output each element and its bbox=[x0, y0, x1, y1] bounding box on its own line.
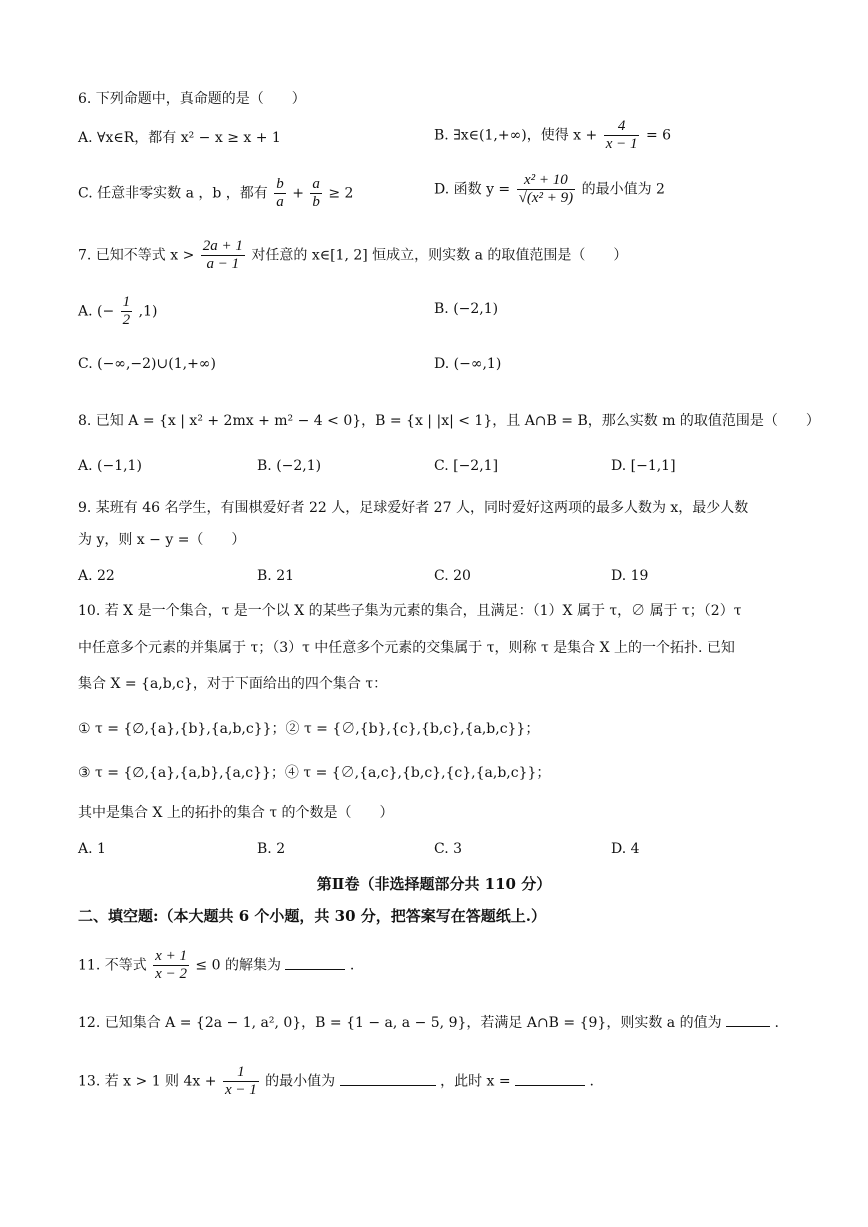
q6-option-c-frac2-den: b bbox=[312, 194, 320, 210]
q6-option-c-frac2-num: a bbox=[312, 176, 320, 192]
q7-option-a-fraction bbox=[121, 294, 133, 329]
q8-option-a: A. (−1,1) bbox=[78, 458, 142, 474]
q8-option-d: D. [−1,1] bbox=[611, 458, 676, 474]
q13-fraction bbox=[223, 1064, 259, 1099]
q11-num: x + 1 bbox=[155, 948, 187, 964]
q9-stem-line2: 为 y，则 x − y =（ ） bbox=[78, 532, 246, 548]
q10-stem-line3: 集合 X = {a,b,c}，对于下面给出的四个集合 τ： bbox=[78, 676, 388, 692]
q6-option-c-frac1-den: a bbox=[276, 194, 284, 210]
q11-end: . bbox=[349, 957, 355, 974]
q7-stem-den: a − 1 bbox=[206, 256, 240, 272]
q6-option-d-post: 的最小值为 2 bbox=[581, 181, 665, 198]
q13-mid: 的最小值为 bbox=[265, 1073, 336, 1090]
q10-stem-line1: 10. 若 X 是一个集合，τ 是一个以 X 的某些子集为元素的集合，且满足：（1）X 属于 τ，∅ 属于 τ；（2）τ bbox=[78, 603, 742, 619]
q8-option-b: B. (−2,1) bbox=[257, 458, 322, 474]
q13-min-value-blank[interactable] bbox=[340, 1071, 436, 1086]
q6-option-d-num: x² + 10 bbox=[517, 172, 576, 190]
q6-option-c-pre: C. 任意非零实数 a ，b ，都有 bbox=[78, 185, 268, 202]
q11-den: x − 2 bbox=[155, 966, 187, 982]
q9-option-b: B. 21 bbox=[257, 568, 295, 584]
q9-option-d: D. 19 bbox=[611, 568, 649, 584]
q6-stem: 6. 下列命题中，真命题的是（ ） bbox=[78, 91, 306, 107]
q6-option-d bbox=[434, 172, 665, 207]
q10-stem-line4: ① τ = {∅,{a},{b},{a,b,c}}；② τ = {∅,{b},{c},{b,c},{a,b,c}}； bbox=[78, 721, 540, 737]
q6-option-c-frac1 bbox=[274, 176, 286, 211]
q7-stem-pre: 7. 已知不等式 x > bbox=[78, 247, 195, 264]
q9-stem-line1: 9. 某班有 46 名学生，有围棋爱好者 22 人，足球爱好者 27 人，同时爱好这两项的最多人数为 x，最少人数 bbox=[78, 500, 749, 516]
q13-mid2: ，此时 x = bbox=[440, 1073, 511, 1090]
q13-pre: 13. 若 x > 1 则 4x + bbox=[78, 1073, 217, 1090]
q7-option-a-post: ,1) bbox=[138, 303, 158, 320]
q11-answer-blank[interactable] bbox=[285, 955, 345, 970]
q10-option-c: C. 3 bbox=[434, 841, 463, 857]
q10-stem-line6: 其中是集合 X 上的拓扑的集合 τ 的个数是（ ） bbox=[78, 805, 394, 821]
q11-post: ≤ 0 的解集为 bbox=[195, 957, 281, 974]
part2-title: 第Ⅱ卷（非选择题部分共 110 分） bbox=[316, 875, 552, 893]
q7-option-d: D. (−∞,1) bbox=[434, 356, 502, 372]
q10-option-b: B. 2 bbox=[257, 841, 286, 857]
q8-option-c: C. [−2,1] bbox=[434, 458, 499, 474]
q6-option-b-den: x − 1 bbox=[605, 136, 638, 152]
q13-num: 1 bbox=[223, 1064, 259, 1082]
q6-option-c-frac2 bbox=[310, 176, 322, 211]
q6-option-c-frac1-num: b bbox=[276, 176, 284, 192]
q12-answer-blank[interactable] bbox=[726, 1012, 770, 1027]
q10-option-d: D. 4 bbox=[611, 841, 640, 857]
q10-stem-line5: ③ τ = {∅,{a},{a,b},{a,c}}；④ τ = {∅,{a,c},{b,c},{c},{a,b,c}}； bbox=[78, 765, 551, 781]
q6-option-d-den: √(x² + 9) bbox=[518, 190, 574, 206]
q10-option-a: A. 1 bbox=[78, 841, 106, 857]
q7-stem-post: 对任意的 x∈[1, 2] 恒成立，则实数 a 的取值范围是（ ） bbox=[251, 247, 628, 264]
q13 bbox=[78, 1064, 594, 1099]
q6-option-b-post: = 6 bbox=[645, 127, 672, 144]
q7-option-c: C. (−∞,−2)∪(1,+∞) bbox=[78, 356, 216, 372]
q6-option-c bbox=[78, 176, 353, 211]
q9-option-a: A. 22 bbox=[78, 568, 115, 584]
q6-option-c-plus: + bbox=[292, 185, 304, 202]
q7-stem-fraction bbox=[201, 238, 245, 273]
q10-stem-line2: 中任意多个元素的并集属于 τ；（3）τ 中任意多个元素的交集属于 τ，则称 τ 是集合 X 上的一个拓扑. 已知 bbox=[78, 640, 735, 656]
q11 bbox=[78, 948, 354, 983]
q7-stem bbox=[78, 238, 627, 273]
q7-stem-num: 2a + 1 bbox=[202, 238, 243, 254]
q6-option-d-fraction bbox=[517, 172, 576, 207]
q13-x-value-blank[interactable] bbox=[515, 1071, 585, 1086]
q6-option-b-fraction bbox=[604, 118, 640, 153]
q6-option-b-num: 4 bbox=[604, 118, 640, 136]
q11-pre: 11. 不等式 bbox=[78, 957, 147, 974]
q8-stem: 8. 已知 A = {x | x² + 2mx + m² − 4 < 0}，B = {x | |x| < 1}，且 A∩B = B，那么实数 m 的取值范围是（ ） bbox=[78, 413, 820, 429]
q6-option-b bbox=[434, 118, 671, 153]
section2-heading: 二、填空题:（本大题共 6 个小题，共 30 分，把答案写在答题纸上.） bbox=[78, 907, 546, 925]
q12-end: . bbox=[774, 1015, 779, 1031]
q6-option-b-pre: B. ∃x∈(1,+∞)，使得 x + bbox=[434, 127, 598, 144]
q11-fraction bbox=[153, 948, 189, 983]
q7-option-a-num: 1 bbox=[122, 294, 131, 310]
q7-option-a-open: (− bbox=[97, 303, 115, 320]
q6-option-d-pre: D. 函数 y = bbox=[434, 181, 511, 198]
q12 bbox=[78, 1012, 779, 1034]
q7-option-b: B. (−2,1) bbox=[434, 301, 499, 317]
q7-option-a-den: 2 bbox=[122, 312, 131, 328]
q6-option-c-post: ≥ 2 bbox=[328, 185, 354, 202]
q7-option-a bbox=[78, 294, 157, 329]
q12-text: 12. 已知集合 A = {2a − 1, a², 0}，B = {1 − a, a − 5, 9}，若满足 A∩B = {9}，则实数 a 的值为 bbox=[78, 1015, 722, 1031]
q7-option-a-pre: A. bbox=[78, 303, 93, 320]
q13-end: . bbox=[589, 1073, 594, 1090]
q9-option-c: C. 20 bbox=[434, 568, 471, 584]
q6-option-a: A. ∀x∈R，都有 x² − x ≥ x + 1 bbox=[78, 130, 281, 146]
q13-den: x − 1 bbox=[224, 1082, 257, 1098]
